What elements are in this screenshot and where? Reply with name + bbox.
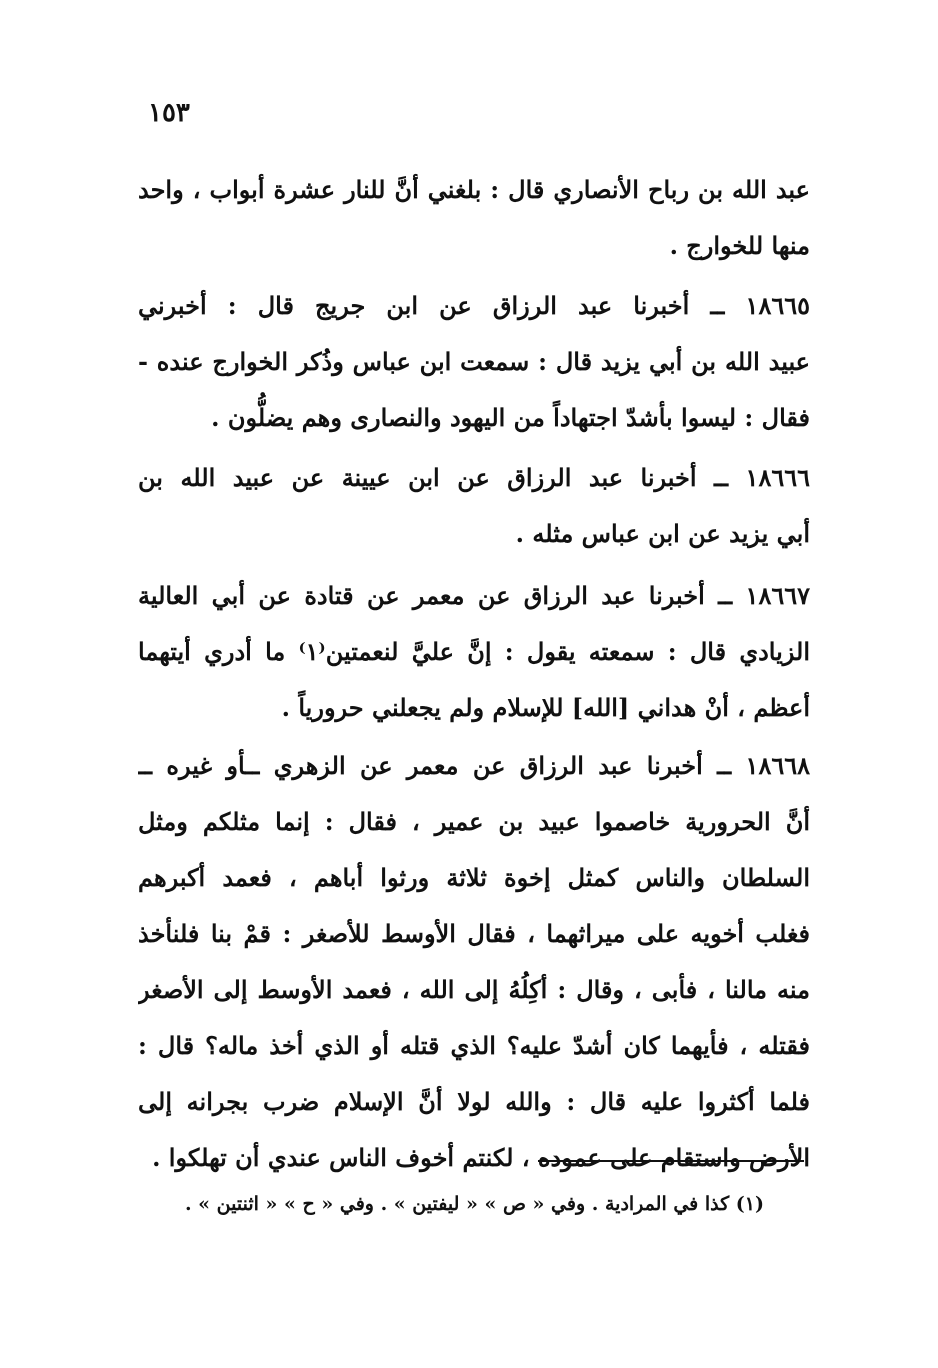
paragraph-1 — [138, 162, 810, 274]
paragraph-line: أنَّ الحرورية خاصموا عبيد بن عمير ، فقال : إنما مثلكم ومثل — [138, 807, 810, 836]
paragraph-line: أبي يزيد عن ابن عباس مثله . — [515, 519, 810, 548]
paragraph-line: منها للخوارج . — [669, 231, 810, 260]
paragraph-18665 — [138, 278, 810, 446]
paragraph-line: ١٨٦٦٧ ــ أخبرنا عبد الرزاق عن معمر عن قتادة عن أبي العالية — [138, 581, 810, 610]
paragraph-line: فلما أكثروا عليه قال : والله لولا أنَّ الإسلام ضرب بجرانه إلى — [138, 1087, 810, 1116]
footnote: (١) كذا في المرادية . وفي « ص » « ليفتين » . وفي « ح » « اثنتين » . — [184, 1193, 764, 1215]
paragraph-18668 — [138, 738, 810, 1186]
paragraph-line: عبيد الله بن أبي يزيد قال : سمعت ابن عباس وذُكر الخوارج عنده - — [138, 347, 810, 376]
paragraph-line: ١٨٦٦٥ ــ أخبرنا عبد الرزاق عن ابن جريج قال : أخبرني — [138, 291, 810, 320]
paragraph-line: منه مالنا ، فأبى ، وقال : أكِلُهُ إلى الله ، فعمد الأوسط إلى الأصغر — [138, 975, 810, 1004]
paragraph-line: فقال : ليسوا بأشدّ اجتهاداً من اليهود والنصارى وهم يضلُّون . — [211, 403, 810, 432]
paragraph-line: فقتله ، فأيهما كان أشدّ عليه؟ الذي قتله أو الذي أخذ ماله؟ قال : — [138, 1031, 810, 1060]
paragraph-18666 — [138, 450, 810, 562]
page-number: ١٥٣ — [148, 98, 190, 128]
paragraph-line: الأرض واستقام على عموده ، لكنتم أخوف الناس عندي أن تهلكوا . — [152, 1143, 810, 1172]
paragraph-line: أعظم ، أنْ هداني [الله] للإسلام ولم يجعلني حرورياً . — [281, 693, 810, 722]
paragraph-line: ١٨٦٦٨ ــ أخبرنا عبد الرزاق عن معمر عن الزهري ــأو غيره ــ — [138, 751, 810, 780]
paragraph-line: السلطان والناس كمثل إخوة ثلاثة ورثوا أباهم ، فعمد أكبرهم — [138, 863, 810, 892]
paragraph-18667 — [138, 568, 810, 736]
paragraph-line: عبد الله بن رباح الأنصاري قال : بلغني أنَّ للنار عشرة أبواب ، واحد — [138, 175, 810, 204]
paragraph-line: فغلب أخويه على ميراثهما ، فقال الأوسط للأصغر : قمْ بنا فلنأخذ — [138, 919, 810, 948]
paragraph-line: الزيادي قال : سمعته يقول : إنَّ عليَّ لنعمتين⁽١⁾ ما أدري أيتهما — [138, 637, 810, 666]
paragraph-line: ١٨٦٦٦ ــ أخبرنا عبد الرزاق عن ابن عيينة عن عبيد الله بن — [138, 463, 810, 492]
footnote-divider — [538, 1160, 804, 1162]
